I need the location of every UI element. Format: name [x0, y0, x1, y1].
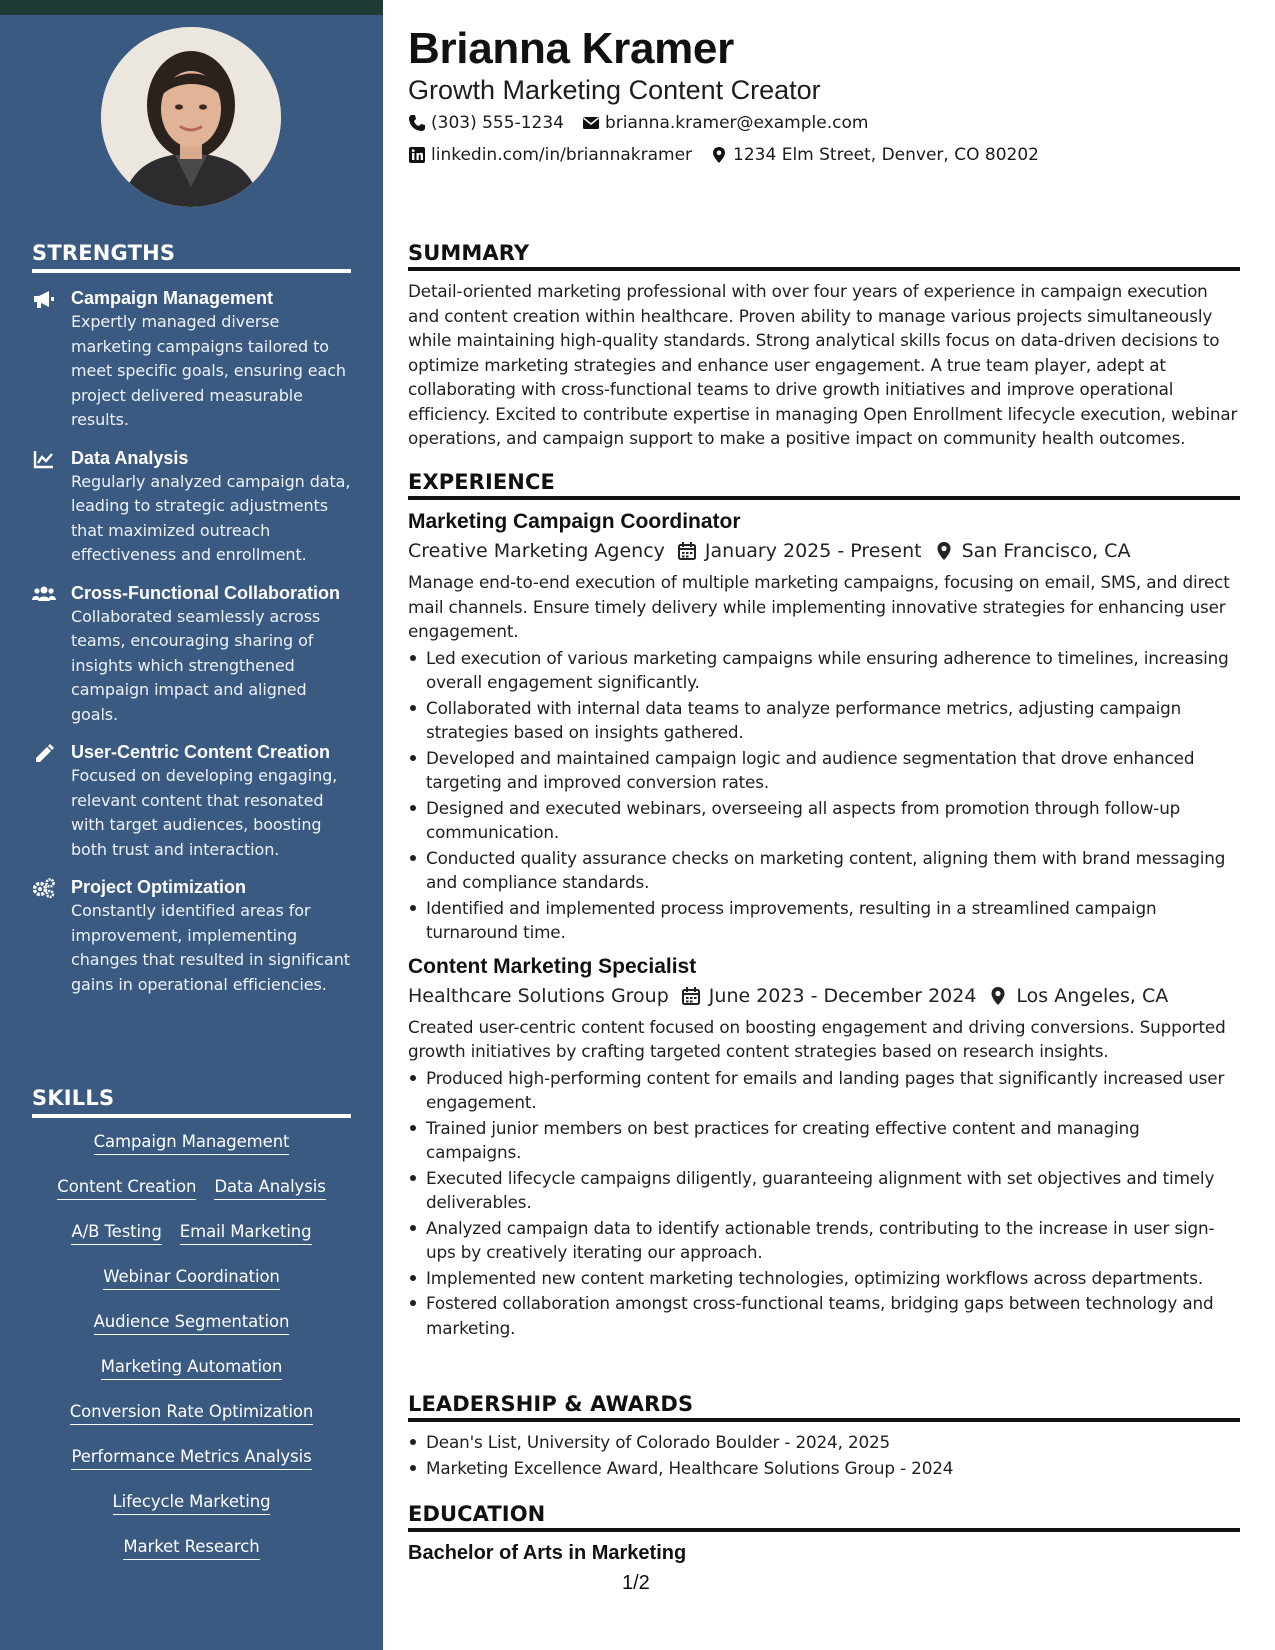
skill-tag: Content Creation	[57, 1177, 196, 1200]
job-company: Creative Marketing Agency	[408, 540, 665, 562]
strength-item	[32, 286, 351, 433]
strength-title: User-Centric Content Creation	[71, 742, 331, 762]
job-dates: June 2023 - December 2024	[708, 984, 977, 1007]
list-item: Designed and executed webinars, overseeing all aspects from promotion through follow-up communication.	[408, 796, 1240, 845]
job-location-group	[934, 540, 1131, 562]
list-item: Produced high-performing content for emails and landing pages that significantly increased user engagement.	[408, 1066, 1240, 1115]
skill-row	[32, 1357, 351, 1402]
strength-item	[32, 740, 351, 862]
awards-section	[408, 1392, 1240, 1480]
list-item: Led execution of various marketing campaigns while ensuring adherence to timelines, increasing overall engagement significantly.	[408, 646, 1240, 695]
skill-row	[32, 1492, 351, 1537]
list-item: Analyzed campaign data to identify actionable trends, contributing to the increase in user sign-ups by creatively iterating our approach.	[408, 1216, 1240, 1265]
skill-tag: A/B Testing	[71, 1222, 161, 1245]
job-meta	[408, 985, 1240, 1007]
job-dates-group	[677, 540, 922, 562]
skills-heading: SKILLS	[32, 1086, 351, 1118]
strength-title: Project Optimization	[71, 877, 247, 897]
map-pin-icon	[934, 541, 954, 561]
skill-row	[32, 1447, 351, 1492]
skill-tag: Webinar Coordination	[103, 1267, 280, 1290]
job-entry	[408, 955, 1240, 1341]
list-item: Executed lifecycle campaigns diligently, guaranteeing alignment with set objectives and timely deliverables.	[408, 1166, 1240, 1215]
page-number: 1/2	[622, 1572, 650, 1594]
list-item: Implemented new content marketing technologies, optimizing workflows across departments.	[408, 1266, 1240, 1291]
job-description: Manage end-to-end execution of multiple marketing campaigns, focusing on email, SMS, and direct mail channels. Ensure timely delivery while implementing innovative strategies for enhancing user engagement.	[408, 572, 1230, 641]
strength-item	[32, 581, 351, 728]
skill-tag: Marketing Automation	[101, 1357, 283, 1380]
list-item: Identified and implemented process improvements, resulting in a streamlined campaign turnaround time.	[408, 896, 1240, 945]
main-top-bar	[383, 0, 1275, 15]
strength-title: Cross-Functional Collaboration	[71, 582, 341, 603]
strength-title: Data Analysis	[71, 447, 189, 468]
job-dates: January 2025 - Present	[704, 540, 922, 562]
strength-title: Campaign Management	[71, 288, 274, 308]
skill-tag: Data Analysis	[214, 1177, 325, 1200]
list-item: Trained junior members on best practices for creating effective content and managing campaigns.	[408, 1116, 1240, 1165]
users-icon	[32, 583, 56, 605]
skill-tag: Audience Segmentation	[94, 1312, 290, 1335]
job-bullets	[408, 646, 1240, 945]
list-item: Collaborated with internal data teams to analyze performance metrics, adjusting campaign strategies based on insights gathered.	[408, 696, 1240, 745]
summary-text: Detail-oriented marketing professional with over four years of experience in campaign execution and content creation within healthcare. Proven ability to manage various projects simultaneously while maintaining high-quality standards. Strong analytical skills focus on data-driven decisions to optimize marketing strategies and enhance user engagement. A true team player, adept at collaborating with cross-functional teams to drive growth initiatives and improve operational efficiency. Excited to contribute expertise in managing Open Enrollment lifecycle execution, webinar operations, and campaign support to make a positive impact on community health outcomes.	[408, 281, 1238, 448]
pencil-icon	[32, 742, 56, 764]
job-dates-group	[681, 985, 977, 1007]
skill-tag: Conversion Rate Optimization	[70, 1402, 314, 1425]
job-bullets	[408, 1066, 1240, 1341]
strength-item	[32, 446, 351, 568]
experience-section	[408, 470, 1240, 1340]
skill-tag: Campaign Management	[94, 1132, 290, 1155]
job-location: Los Angeles, CA	[1016, 984, 1169, 1007]
summary-section	[408, 241, 1240, 451]
candidate-title: Growth Marketing Content Creator	[408, 75, 821, 105]
email-text: brianna.kramer@example.com	[604, 113, 869, 133]
profile-photo-illustration	[101, 27, 281, 207]
list-item: Conducted quality assurance checks on marketing content, aligning them with brand messaging and compliance standards.	[408, 846, 1240, 895]
strength-description: Focused on developing engaging, relevant content that resonated with target audiences, boosting both trust and interaction.	[71, 766, 338, 859]
job-description: Created user-centric content focused on boosting engagement and driving conversions. Supported growth initiatives by crafting targeted content strategies based on research insights.	[408, 1016, 1226, 1061]
job-location-group	[988, 985, 1168, 1007]
map-pin-icon	[988, 986, 1008, 1006]
list-item: Marketing Excellence Award, Healthcare Solutions Group - 2024	[408, 1456, 1240, 1481]
skill-row	[32, 1267, 351, 1312]
candidate-name: Brianna Kramer	[408, 24, 734, 73]
skills-section	[32, 1086, 351, 1582]
skill-row	[32, 1132, 351, 1177]
email-contact[interactable]	[582, 113, 868, 133]
list-item: Dean's List, University of Colorado Boulder - 2024, 2025	[408, 1430, 1240, 1455]
line-chart-icon	[32, 448, 56, 470]
skill-tag: Market Research	[123, 1537, 259, 1560]
list-item: Developed and maintained campaign logic and audience segmentation that drove enhanced targeting and improved conversion rates.	[408, 746, 1240, 795]
skill-row	[32, 1402, 351, 1447]
map-pin-icon	[710, 146, 728, 164]
strength-description: Expertly managed diverse marketing campaigns tailored to meet specific goals, ensuring each project delivered measurable results.	[71, 312, 346, 429]
strengths-heading: STRENGTHS	[32, 241, 351, 273]
education-section	[408, 1502, 1240, 1565]
list-item: Fostered collaboration amongst cross-functional teams, bridging gaps between technology and marketing.	[408, 1291, 1240, 1340]
linkedin-contact[interactable]	[408, 145, 692, 165]
job-entry	[408, 510, 1240, 945]
strength-item	[32, 875, 351, 997]
education-heading: EDUCATION	[408, 1502, 1240, 1532]
sidebar	[0, 0, 383, 1650]
job-title: Marketing Campaign Coordinator	[408, 510, 741, 533]
phone-text: (303) 555-1234	[431, 113, 564, 133]
education-degree: Bachelor of Arts in Marketing	[408, 1542, 687, 1564]
job-title: Content Marketing Specialist	[408, 954, 697, 978]
job-location: San Francisco, CA	[961, 540, 1131, 562]
awards-heading: LEADERSHIP & AWARDS	[408, 1392, 1240, 1422]
contact-row	[408, 145, 1039, 165]
skill-tag: Performance Metrics Analysis	[71, 1447, 311, 1470]
envelope-icon	[582, 114, 600, 132]
linkedin-icon	[408, 146, 426, 164]
summary-heading: SUMMARY	[408, 241, 1240, 271]
skill-tag-list	[32, 1132, 351, 1582]
skill-row	[32, 1177, 351, 1222]
phone-contact[interactable]	[408, 113, 564, 133]
sidebar-top-bar	[0, 0, 383, 15]
strength-description: Regularly analyzed campaign data, leading to strategic adjustments that maximized outreach effectiveness and enrollment.	[71, 471, 351, 564]
experience-heading: EXPERIENCE	[408, 470, 1240, 500]
phone-icon	[408, 114, 426, 132]
skill-row	[32, 1312, 351, 1357]
strengths-section	[32, 241, 351, 997]
awards-list	[408, 1430, 1240, 1480]
strength-description: Collaborated seamlessly across teams, encouraging sharing of insights which strengthened campaign impact and aligned goals.	[71, 606, 321, 724]
gears-icon	[32, 877, 56, 899]
skill-row	[32, 1222, 351, 1267]
calendar-icon	[681, 986, 701, 1006]
strength-description: Constantly identified areas for improvement, implementing changes that resulted in significant gains in operational efficiencies.	[71, 901, 350, 994]
skill-row	[32, 1537, 351, 1582]
linkedin-text: linkedin.com/in/briannakramer	[431, 145, 693, 165]
address-text: 1234 Elm Street, Denver, CO 80202	[733, 145, 1039, 165]
megaphone-icon	[32, 288, 56, 310]
skill-tag: Email Marketing	[180, 1222, 312, 1245]
skill-tag: Lifecycle Marketing	[113, 1492, 271, 1515]
profile-photo	[101, 27, 281, 207]
job-company: Healthcare Solutions Group	[408, 984, 669, 1007]
contact-row	[408, 113, 868, 133]
job-meta	[408, 540, 1240, 562]
address-contact	[710, 145, 1039, 165]
calendar-icon	[677, 541, 697, 561]
